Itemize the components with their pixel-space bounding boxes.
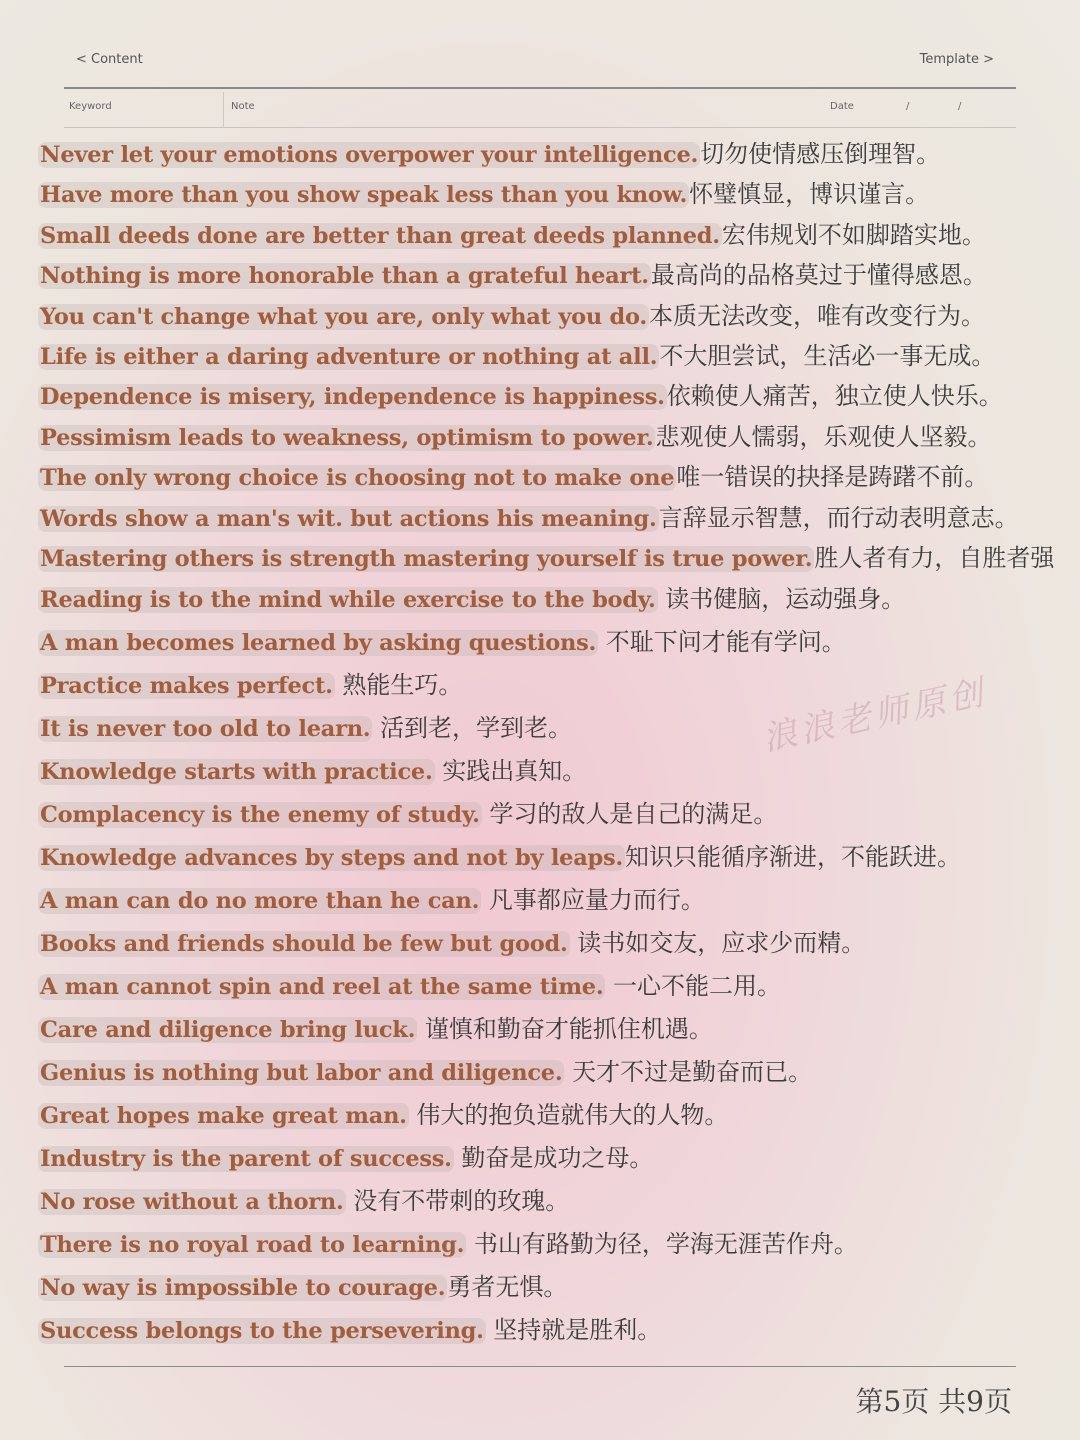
quote-line (38, 1008, 1080, 1051)
chinese-translation: 胜人者有力，自胜者强 (814, 543, 1055, 572)
english-quote: A man cannot spin and reel at the same time. (40, 974, 604, 1001)
chinese-translation: 勇者无惧。 (447, 1273, 568, 1302)
english-quote: Great hopes make great man. (40, 1103, 407, 1130)
english-quote: There is no royal road to learning. (40, 1232, 465, 1259)
quote-line (38, 750, 1080, 793)
english-quote: Genius is nothing but labor and diligence. (40, 1060, 563, 1087)
watermark-text: 浪浪老师原创 (759, 672, 991, 760)
chinese-translation: 不耻下问才能有学问。 (598, 628, 846, 657)
chinese-translation: 天才不过是勤奋而已。 (564, 1058, 813, 1087)
date-separator: / (958, 101, 962, 112)
quote-line (38, 1266, 1080, 1309)
chinese-translation: 学习的敌人是自己的满足。 (481, 800, 778, 829)
chinese-translation: 最高尚的品格莫过于懂得感恩。 (650, 261, 987, 290)
chinese-translation: 坚持就是胜利。 (485, 1316, 662, 1345)
english-quote: Life is either a daring adventure or nothing at all. (40, 343, 658, 370)
english-quote: Small deeds done are better than great deeds planned. (40, 222, 720, 249)
quote-line (38, 793, 1080, 836)
quote-line (38, 457, 1080, 497)
quote-line (38, 498, 1080, 538)
quote-line (38, 215, 1080, 255)
chinese-translation: 没有不带刺的玫瑰。 (345, 1187, 570, 1216)
english-quote: Knowledge advances by steps and not by leaps. (40, 845, 624, 872)
quote-line (38, 1309, 1080, 1352)
english-quote: Practice makes perfect. (40, 673, 333, 700)
chinese-translation: 一心不能二用。 (605, 972, 782, 1001)
english-quote: Mastering others is strength mastering yourself is true power. (40, 545, 813, 572)
chinese-translation: 活到老，学到老。 (372, 714, 573, 743)
english-quote: Never let your emotions overpower your intelligence. (40, 142, 699, 168)
quote-line (38, 922, 1080, 965)
english-quote: Success belongs to the persevering. (40, 1318, 484, 1345)
english-quote: Nothing is more honorable than a grateful heart. (40, 263, 649, 290)
chinese-translation: 书山有路勤为径，学海无涯苦作舟。 (466, 1230, 858, 1259)
quote-line (38, 836, 1080, 879)
chinese-translation: 凡事都应量力而行。 (481, 886, 705, 915)
quote-line (38, 296, 1080, 336)
quote-line (38, 965, 1080, 1008)
note-column-label: Note (231, 101, 255, 112)
header-divider (64, 87, 1016, 89)
quote-line (38, 134, 1080, 174)
chinese-translation: 读书如交友，应求少而精。 (569, 929, 866, 958)
date-label: Date (830, 101, 854, 112)
chinese-translation: 切勿使情感压倒理智。 (700, 140, 941, 168)
chinese-translation: 悲观使人懦弱，乐观使人坚毅。 (655, 422, 992, 451)
quote-line (38, 1223, 1080, 1266)
quote-list (38, 134, 1080, 1352)
english-quote: Words show a man's wit. but actions his meaning. (40, 505, 657, 532)
footer-divider (64, 1366, 1016, 1367)
chinese-translation: 谨慎和勤奋才能抓住机遇。 (417, 1015, 713, 1044)
english-quote: It is never too old to learn. (40, 716, 371, 743)
page-number: 第5页 共9页 (855, 1385, 1012, 1418)
chinese-translation: 宏伟规划不如脚踏实地。 (721, 220, 986, 249)
english-quote: Have more than you show speak less than you know. (40, 182, 688, 209)
chinese-translation: 依赖使人痛苦，独立使人快乐。 (666, 382, 1003, 411)
english-quote: Books and friends should be few but good. (40, 931, 568, 958)
chinese-translation: 知识只能循序渐进，不能跃进。 (625, 843, 962, 872)
chinese-translation: 不大胆尝试，生活必一事无成。 (659, 341, 996, 370)
chinese-translation: 言辞显示智慧，而行动表明意志。 (658, 503, 1019, 532)
quote-line (38, 879, 1080, 922)
english-quote: The only wrong choice is choosing not to make one (40, 465, 675, 492)
quote-line (38, 376, 1080, 416)
quote-line (38, 336, 1080, 376)
date-separator: / (906, 101, 910, 112)
english-quote: Reading is to the mind while exercise to the body. (40, 587, 656, 614)
english-quote: Care and diligence bring luck. (40, 1017, 416, 1044)
chinese-translation: 勤奋是成功之母。 (453, 1144, 654, 1173)
chinese-translation: 怀璧慎显，博识谨言。 (689, 180, 930, 209)
template-link[interactable]: Template > (919, 52, 994, 67)
chinese-translation: 伟大的抱负造就伟大的人物。 (408, 1101, 729, 1130)
english-quote: You can't change what you are, only what you do. (40, 303, 647, 330)
chinese-translation: 实践出真知。 (434, 757, 587, 786)
english-quote: Industry is the parent of success. (40, 1146, 452, 1173)
quote-line (38, 174, 1080, 214)
quote-line (38, 1051, 1080, 1094)
english-quote: No rose without a thorn. (40, 1189, 344, 1216)
english-quote: A man can do no more than he can. (40, 888, 480, 915)
quote-line (38, 1094, 1080, 1137)
subheader-divider (64, 127, 1016, 128)
english-quote: Knowledge starts with practice. (40, 759, 433, 786)
column-divider (223, 92, 224, 128)
keyword-column-label: Keyword (69, 101, 112, 112)
back-to-content-link[interactable]: < Content (76, 52, 143, 67)
quote-line (38, 417, 1080, 457)
chinese-translation: 唯一错误的抉择是踌躇不前。 (676, 463, 989, 492)
quote-line (38, 621, 1080, 664)
quote-line (38, 1137, 1080, 1180)
quote-line (38, 538, 1080, 578)
english-quote: No way is impossible to courage. (40, 1275, 446, 1302)
chinese-translation: 熟能生巧。 (334, 671, 463, 700)
english-quote: Dependence is misery, independence is happiness. (40, 384, 665, 411)
quote-line (38, 578, 1080, 621)
english-quote: Pessimism leads to weakness, optimism to power. (40, 424, 654, 451)
english-quote: Complacency is the enemy of study. (40, 802, 480, 829)
chinese-translation: 本质无法改变，唯有改变行为。 (648, 301, 985, 330)
chinese-translation: 读书健脑，运动强身。 (657, 585, 906, 614)
quote-line (38, 255, 1080, 295)
quote-line (38, 1180, 1080, 1223)
english-quote: A man becomes learned by asking questions. (40, 630, 597, 657)
